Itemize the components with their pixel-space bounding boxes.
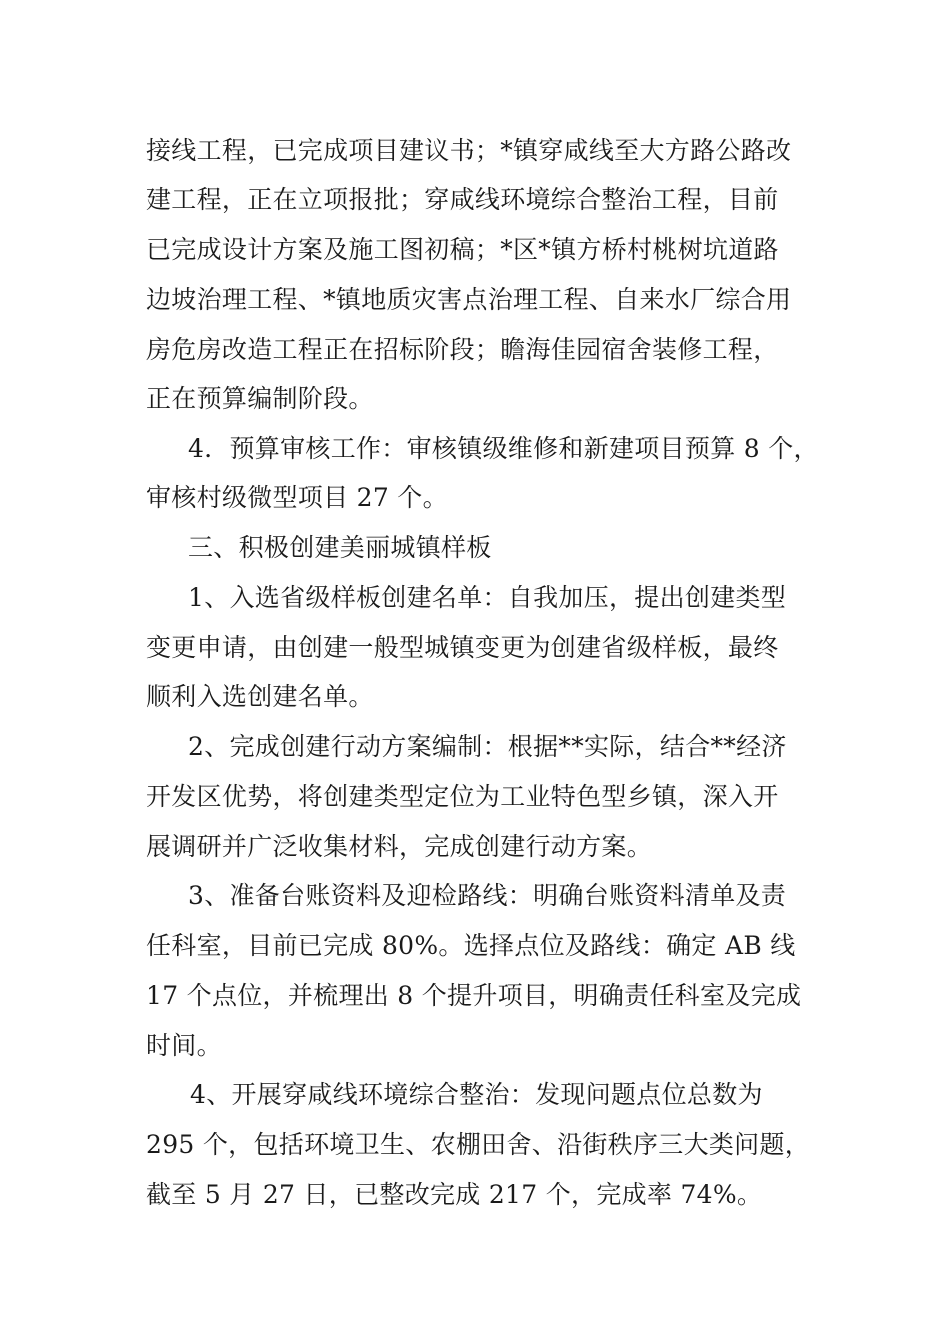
text-line: 已完成设计方案及施工图初稿；*区*镇方桥村桃树坑道路 xyxy=(146,235,779,264)
text-line: 审核村级微型项目 27 个。 xyxy=(146,483,448,512)
text-line: 变更申请，由创建一般型城镇变更为创建省级样板，最终 xyxy=(146,633,779,662)
text-line: 正在预算编制阶段。 xyxy=(146,384,374,413)
text-line: 时间。 xyxy=(146,1031,222,1060)
text-line: 建工程，正在立项报批；穿咸线环境综合整治工程，目前 xyxy=(146,185,779,214)
paragraph-first-line: 4、开展穿咸线环境综合整治：发现问题点位总数为 xyxy=(190,1080,763,1109)
paragraph-first-line: 3、准备台账资料及迎检路线：明确台账资料清单及责 xyxy=(188,881,787,910)
text-line: 开发区优势，将创建类型定位为工业特色型乡镇，深入开 xyxy=(146,782,779,811)
text-line: 房危房改造工程正在招标阶段；瞻海佳园宿舍装修工程， xyxy=(146,335,779,364)
text-line: 展调研并广泛收集材料，完成创建行动方案。 xyxy=(146,832,653,861)
text-line: 截至 5 月 27 日，已整改完成 217 个，完成率 74%。 xyxy=(146,1180,763,1209)
text-line: 任科室，目前已完成 80%。选择点位及路线：确定 AB 线 xyxy=(146,931,796,960)
text-line: 接线工程，已完成项目建议书；*镇穿咸线至大方路公路改 xyxy=(146,136,792,165)
text-line: 边坡治理工程、*镇地质灾害点治理工程、自来水厂综合用 xyxy=(146,285,792,314)
text-line: 295 个，包括环境卫生、农棚田舍、沿街秩序三大类问题， xyxy=(146,1130,811,1159)
paragraph-first-line: 2、完成创建行动方案编制：根据**实际，结合**经济 xyxy=(188,732,787,761)
paragraph-first-line: 4．预算审核工作：审核镇级维修和新建项目预算 8 个， xyxy=(188,434,819,463)
paragraph-first-line: 1、入选省级样板创建名单：自我加压，提出创建类型 xyxy=(188,583,787,612)
text-line: 顺利入选创建名单。 xyxy=(146,682,374,711)
section-heading: 三、积极创建美丽城镇样板 xyxy=(188,533,492,562)
text-line: 17 个点位，并梳理出 8 个提升项目，明确责任科室及完成 xyxy=(146,981,802,1010)
